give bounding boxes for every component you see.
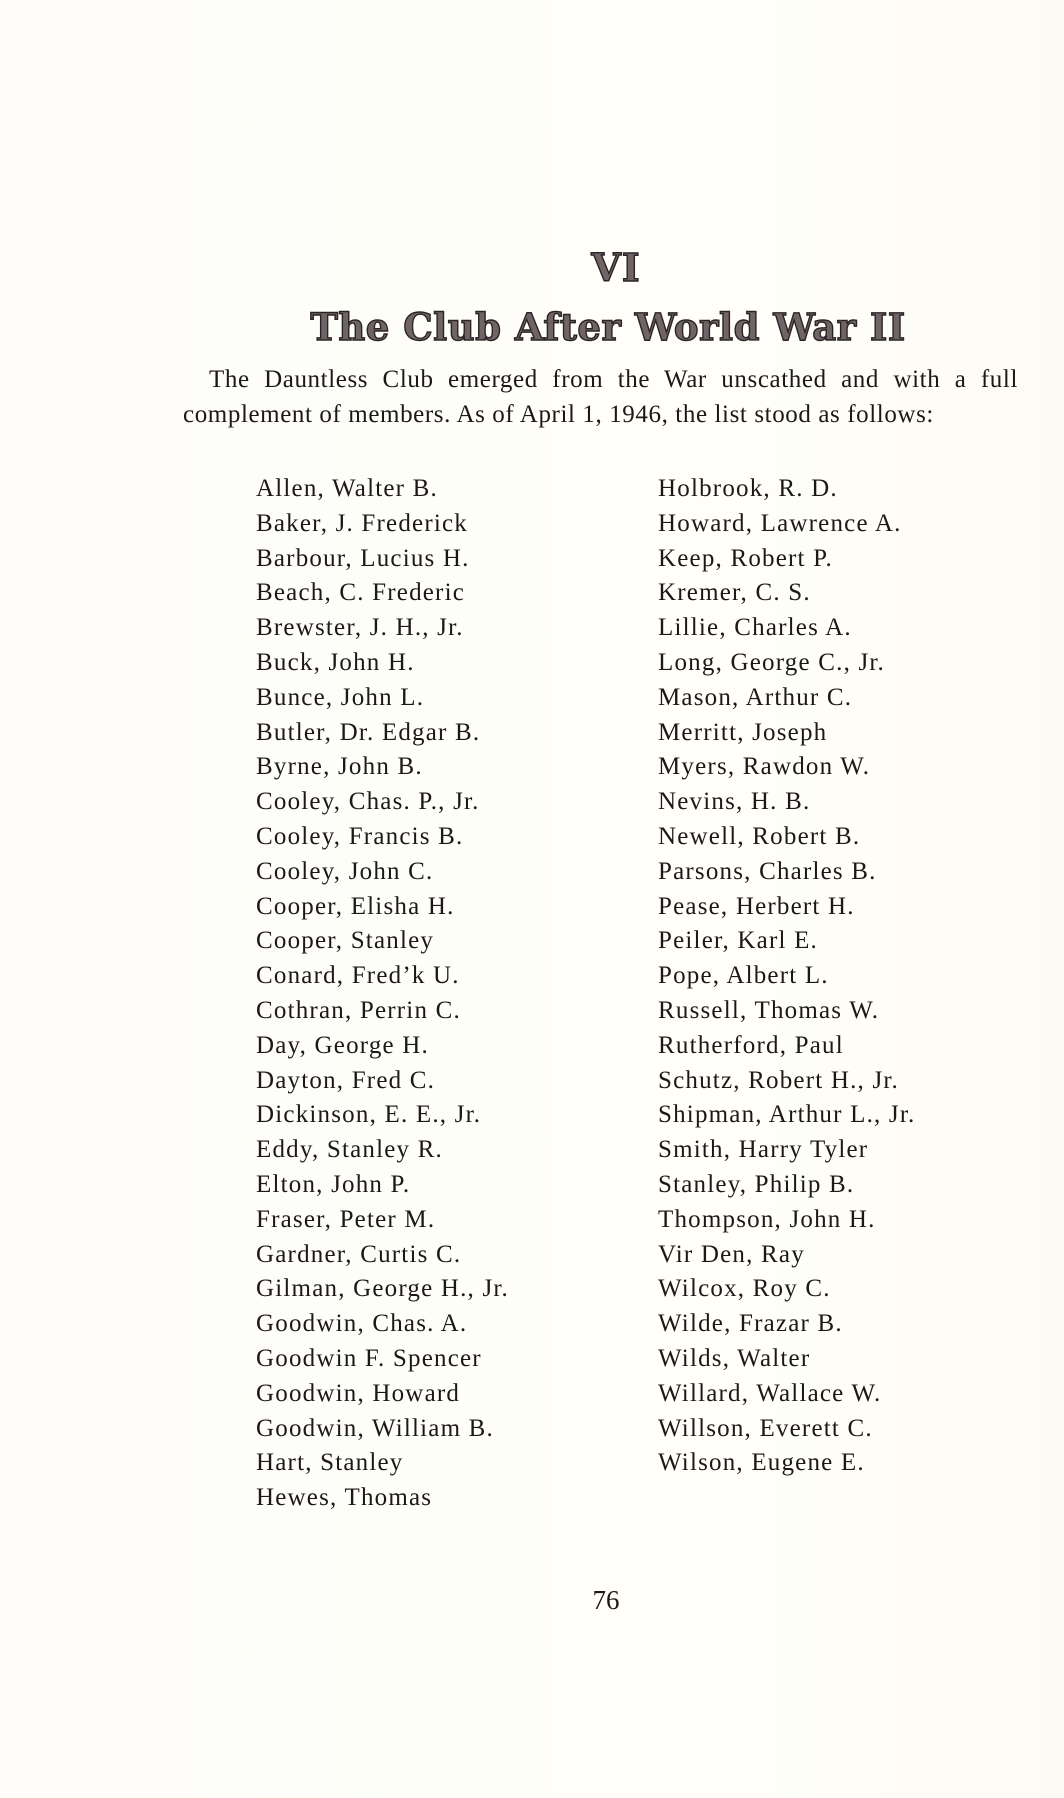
- member-name: Allen, Walter B.: [256, 475, 438, 502]
- member-name: Vir Den, Ray: [658, 1240, 805, 1268]
- member-name: Hewes, Thomas: [256, 1484, 433, 1512]
- member-name: Dickinson, E. E., Jr.: [256, 1101, 482, 1129]
- member-name: Byrne, John B.: [256, 753, 423, 781]
- member-name: Cooper, Stanley: [256, 927, 435, 955]
- member-name: Gardner, Curtis C.: [256, 1240, 462, 1268]
- member-name: Cothran, Perrin C.: [256, 996, 461, 1024]
- member-name: Cooley, Chas. P., Jr.: [256, 788, 480, 816]
- member-name: Keep, Robert P.: [658, 544, 833, 572]
- member-name: Willson, Everett C.: [658, 1414, 873, 1442]
- member-name: Kremer, C. S.: [658, 579, 811, 607]
- member-name: Newell, Robert B.: [658, 822, 861, 850]
- member-name: Butler, Dr. Edgar B.: [256, 718, 481, 746]
- member-name: Fraser, Peter M.: [256, 1205, 436, 1233]
- member-name: Goodwin, William B.: [256, 1414, 494, 1442]
- member-name: Baker, J. Frederick: [256, 509, 469, 537]
- member-name: Barbour, Lucius H.: [256, 544, 470, 572]
- member-name: Merritt, Joseph: [658, 718, 828, 746]
- member-name: Peiler, Karl E.: [658, 927, 819, 955]
- member-name: Rutherford, Paul: [658, 1031, 844, 1059]
- member-name: Cooley, Francis B.: [256, 822, 464, 850]
- member-name: Schutz, Robert H., Jr.: [658, 1066, 899, 1094]
- member-name: Lillie, Charles A.: [658, 614, 852, 642]
- member-name: Nevins, H. B.: [658, 788, 811, 816]
- member-name: Elton, John P.: [256, 1170, 411, 1198]
- member-name: Mason, Arthur C.: [658, 683, 853, 711]
- chapter-title: The Club After World War II: [310, 305, 906, 349]
- member-name: Conard, Fred’k U.: [256, 962, 460, 990]
- member-name: Cooper, Elisha H.: [256, 892, 455, 920]
- member-name: Russell, Thomas W.: [658, 996, 880, 1024]
- member-name: Brewster, J. H., Jr.: [256, 614, 464, 642]
- member-name: Buck, John H.: [256, 648, 415, 676]
- member-name: Wilde, Frazar B.: [658, 1310, 843, 1338]
- member-name: Cooley, John C.: [256, 857, 434, 885]
- member-name: Gilman, George H., Jr.: [256, 1275, 509, 1303]
- member-name: Goodwin, Howard: [256, 1379, 461, 1407]
- member-name: Wilson, Eugene E.: [658, 1449, 865, 1477]
- member-name: Wilcox, Roy C.: [658, 1275, 831, 1303]
- member-name: Pease, Herbert H.: [658, 892, 855, 920]
- member-name: Long, George C., Jr.: [658, 648, 885, 676]
- member-name: Bunce, John L.: [256, 683, 425, 711]
- member-list-left-column: [256, 472, 509, 1516]
- member-name: Dayton, Fred C.: [256, 1066, 436, 1094]
- member-name: Wilds, Walter: [658, 1344, 811, 1372]
- member-name: Holbrook, R. D.: [658, 475, 838, 502]
- intro-paragraph: The Dauntless Club emerged from the War unscathed and with a full complement of members. As of April 1, 1946, the list stood as follows:: [183, 366, 1018, 428]
- member-name: Shipman, Arthur L., Jr.: [658, 1101, 916, 1129]
- chapter-number: VI: [591, 245, 641, 290]
- member-list-right-column: [658, 472, 915, 1481]
- member-name: Thompson, John H.: [658, 1205, 876, 1233]
- member-name: Willard, Wallace W.: [658, 1379, 882, 1407]
- member-name: Hart, Stanley: [256, 1449, 404, 1477]
- member-name: Day, George H.: [256, 1031, 430, 1059]
- member-name: Smith, Harry Tyler: [658, 1136, 869, 1164]
- member-name: Myers, Rawdon W.: [658, 753, 871, 781]
- member-name: Parsons, Charles B.: [658, 857, 877, 885]
- member-name: Pope, Albert L.: [658, 962, 829, 990]
- member-name: Goodwin, Chas. A.: [256, 1310, 468, 1338]
- member-name: Howard, Lawrence A.: [658, 509, 902, 537]
- member-name: Eddy, Stanley R.: [256, 1136, 444, 1164]
- member-name: Stanley, Philip B.: [658, 1170, 855, 1198]
- member-name: Goodwin F. Spencer: [256, 1344, 482, 1372]
- page-number: 76: [592, 1585, 620, 1615]
- member-name: Beach, C. Frederic: [256, 579, 466, 607]
